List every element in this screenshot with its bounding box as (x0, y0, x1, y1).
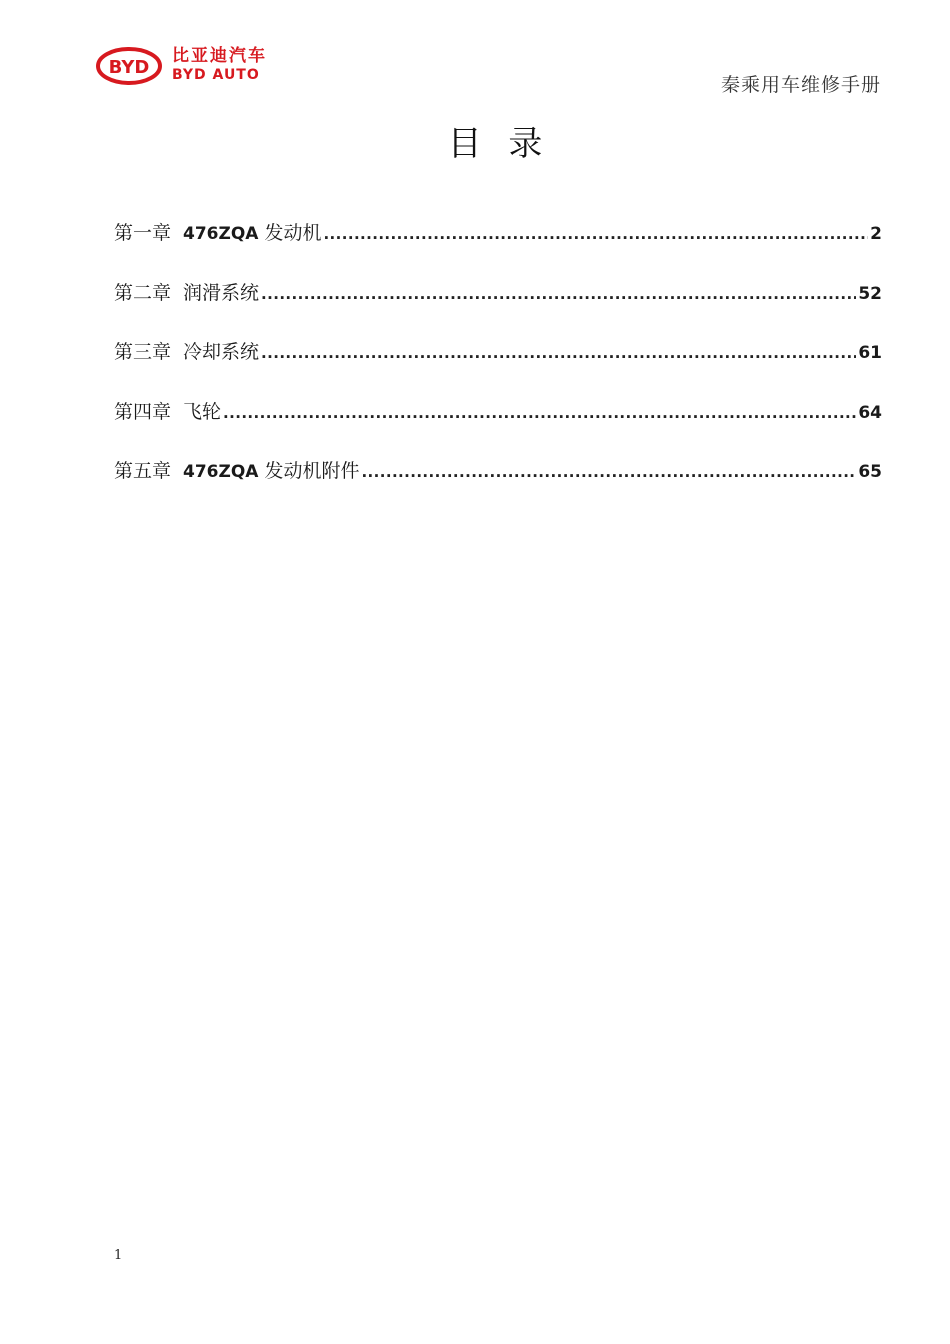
toc-leader (261, 285, 856, 303)
toc-title: 发动机附件 (264, 460, 360, 482)
toc-entry-5[interactable] (114, 456, 882, 516)
toc-chapter: 第四章 (114, 400, 172, 423)
page-title: 目 录 (447, 124, 551, 164)
toc-page: 65 (858, 462, 882, 482)
toc-entry-2[interactable] (114, 278, 882, 338)
toc-code: 476ZQA (183, 462, 259, 482)
byd-logo (96, 44, 286, 88)
table-of-contents (114, 218, 882, 516)
toc-title: 发动机 (264, 222, 322, 244)
toc-chapter: 第二章 (114, 281, 172, 304)
byd-logo-mark: BYD (108, 57, 150, 78)
toc-chapter: 第三章 (114, 341, 172, 363)
toc-page: 64 (858, 402, 882, 423)
toc-code: 476ZQA (183, 224, 259, 244)
toc-entry-3[interactable] (114, 337, 882, 397)
byd-logo-icon (96, 46, 162, 86)
toc-leader (223, 404, 856, 422)
toc-entry-1[interactable] (114, 218, 882, 278)
toc-chapter: 第一章 (114, 222, 172, 244)
toc-title: 润滑系统 (183, 281, 260, 304)
toc-page: 52 (858, 283, 882, 304)
toc-title: 飞轮 (183, 400, 222, 423)
toc-leader (361, 463, 856, 481)
logo-english-text: BYD AUTO (172, 67, 260, 83)
manual-title: 秦乘用车维修手册 (720, 74, 881, 96)
logo-chinese-text: 比亚迪汽车 (172, 46, 267, 66)
toc-chapter: 第五章 (114, 460, 172, 482)
page-number: 1 (114, 1248, 123, 1263)
toc-leader (261, 344, 856, 362)
toc-entry-4[interactable] (114, 397, 882, 457)
toc-leader (323, 225, 868, 243)
toc-page: 61 (858, 343, 882, 363)
toc-title: 冷却系统 (183, 341, 260, 363)
toc-page: 2 (870, 224, 882, 244)
